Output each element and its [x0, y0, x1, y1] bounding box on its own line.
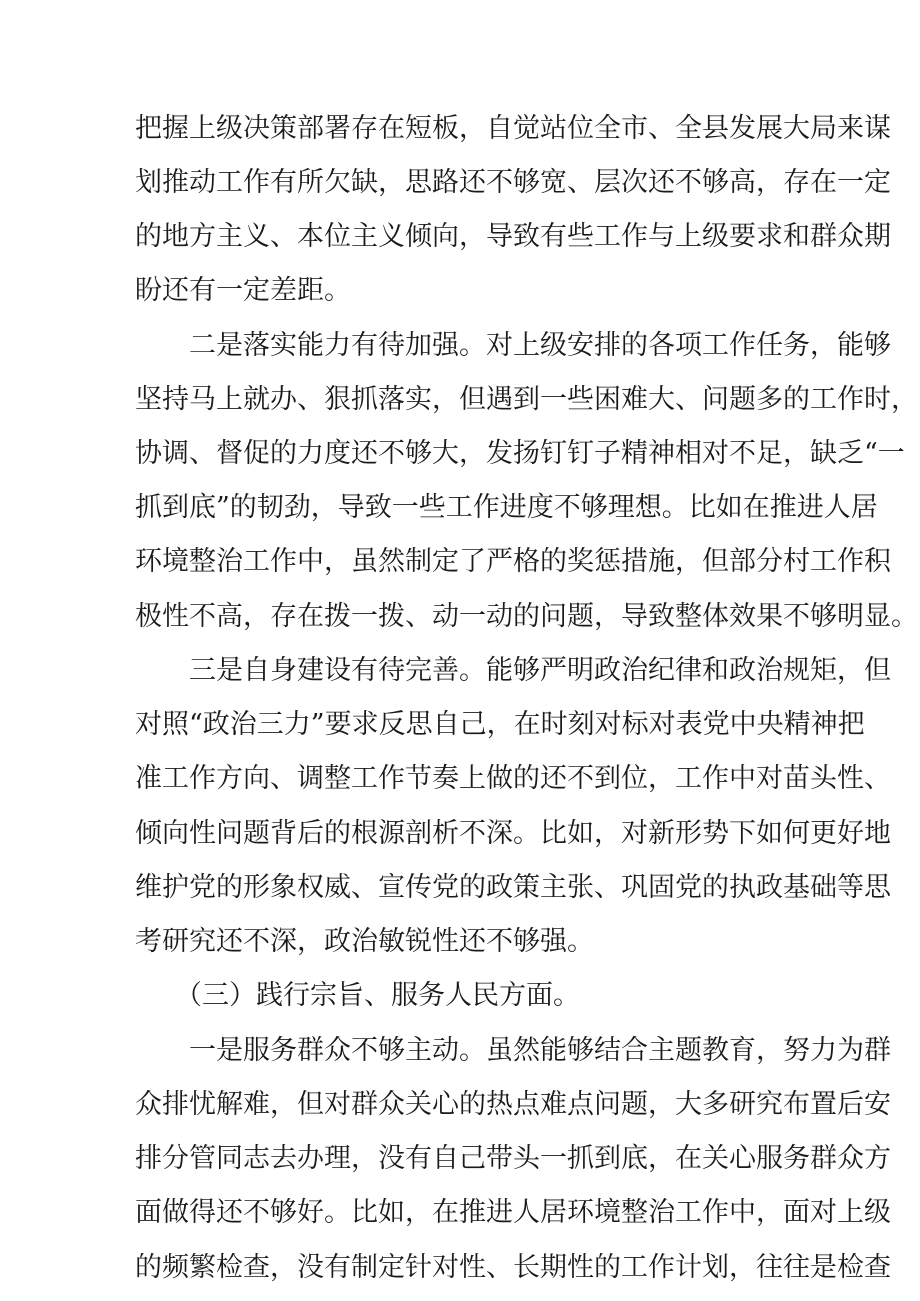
paragraph-4-line-2: 众排忧解难，但对群众关心的热点难点问题，大多研究布置后安 — [135, 1089, 891, 1120]
paragraph-2-line-5: 环境整治工作中，虽然制定了严格的奖惩措施，但部分村工作积 — [135, 546, 891, 577]
paragraph-3-line-2: 对照“政治三力”要求反思自己，在时刻对标对表党中央精神把 — [135, 709, 865, 740]
paragraph-2-line-4: 抓到底”的韧劲，导致一些工作进度不够理想。比如在推进人居 — [135, 492, 878, 523]
text-line-1: 把握上级决策部署存在短板，自觉站位全市、全县发展大局来谋 — [135, 113, 891, 144]
section-heading: （三）践行宗旨、服务人民方面。 — [175, 980, 580, 1011]
paragraph-3-line-4: 倾向性问题背后的根源剖析不深。比如，对新形势下如何更好地 — [135, 818, 891, 849]
paragraph-4-line-3: 排分管同志去办理，没有自己带头一抓到底，在关心服务群众方 — [135, 1143, 891, 1174]
paragraph-3-line-3: 准工作方向、调整工作节奏上做的还不到位，工作中对苗头性、 — [135, 763, 891, 794]
paragraph-3-line-5: 维护党的形象权威、宣传党的政策主张、巩固党的执政基础等思 — [135, 872, 891, 903]
paragraph-2-line-1: 二是落实能力有待加强。对上级安排的各项工作任务，能够 — [189, 330, 891, 361]
paragraph-4-line-5: 的频繁检查，没有制定针对性、长期性的工作计划，往往是检查 — [135, 1252, 891, 1283]
paragraph-4-line-1: 一是服务群众不够主动。虽然能够结合主题教育，努力为群 — [189, 1035, 891, 1066]
paragraph-2-line-3: 协调、督促的力度还不够大，发扬钉钉子精神相对不足，缺乏“一 — [135, 438, 905, 469]
text-line-3: 的地方主义、本位主义倾向，导致有些工作与上级要求和群众期 — [135, 221, 891, 252]
text-line-4: 盼还有一定差距。 — [135, 275, 351, 306]
text-line-2: 划推动工作有所欠缺，思路还不够宽、层次还不够高，存在一定 — [135, 167, 891, 198]
paragraph-3-line-1: 三是自身建设有待完善。能够严明政治纪律和政治规矩，但 — [189, 655, 891, 686]
paragraph-3-line-6: 考研究还不深，政治敏锐性还不够强。 — [135, 926, 594, 957]
paragraph-2-line-6: 极性不高，存在拨一拨、动一动的问题，导致整体效果不够明显。 — [135, 601, 918, 632]
paragraph-2-line-2: 坚持马上就办、狠抓落实，但遇到一些困难大、问题多的工作时， — [135, 384, 918, 415]
paragraph-4-line-4: 面做得还不够好。比如，在推进人居环境整治工作中，面对上级 — [135, 1197, 891, 1228]
